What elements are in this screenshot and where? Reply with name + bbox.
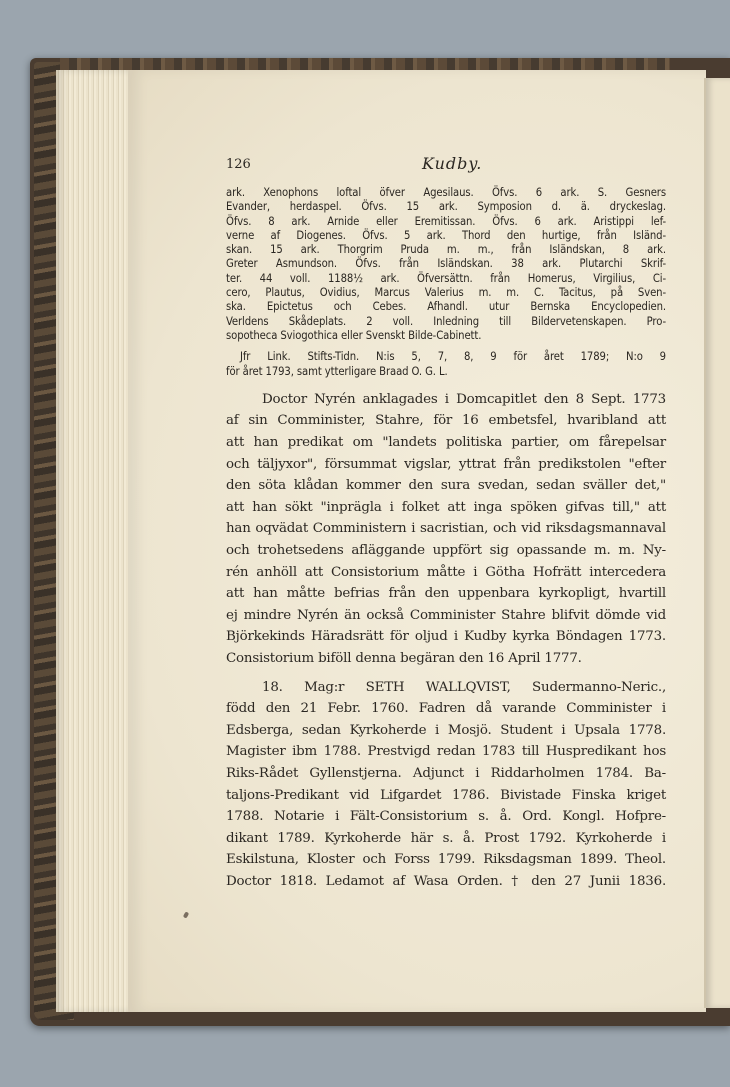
text-line: född den 21 Febr. 1760. Fadren då varande Comminister i [226,701,666,717]
text-line: Doctor Nyrén anklagades i Domcapitlet den 8 Sept. 1773 [262,391,666,407]
text-line: han oqvädat Comministern i sacristian, och vid riksdagsmannaval [226,521,666,537]
text-line: 1788. Notarie i Fält-Consistorium s. å. Ord. Kongl. Hofpre- [226,809,666,825]
running-title: Kudby. [422,154,483,173]
text-line: ska. Epictetus och Cebes. Afhandl. utur Bernska Encyclopedien. [226,300,666,314]
text-line: Eskilstuna, Kloster och Forss 1799. Riksdagsman 1899. Theol. [226,852,666,868]
text-line: Öfvs. 8 ark. Arnide eller Eremitissan. Öfvs. 6 ark. Aristippi lef- [226,214,666,228]
text-line: och trohetsedens afläggande uppfört sig opassande m. m. Ny- [226,543,666,559]
text-line: sopotheca Sviogothica eller Svenskt Bilde-Cabinett. [226,328,482,342]
text-line: att han predikat om "landets politiska partier, om fårepelsar [226,435,666,451]
text-line: för året 1793, samt ytterligare Braad O. G. L. [226,364,448,378]
text-line: dikant 1789. Kyrkoherde här s. å. Prost 1792. Kyrkoherde i [226,830,666,846]
bibliography-paragraph [226,186,666,343]
text-line: Greter Asmundson. Öfvs. från Isländskan. 38 ark. Plutarchi Skrif- [226,257,666,271]
text-line: Riks-Rådet Gyllenstjerna. Adjunct i Riddarholmen 1784. Ba- [226,765,666,781]
text-line: att han måtte befrias från den uppenbara kyrkopligt, hvartill [226,586,666,602]
text-line: skan. 15 ark. Thorgrim Pruda m. m., från Isländskan, 8 ark. [226,243,666,257]
bibliography-block [226,186,666,379]
entry-heading-line: 18. Mag:r SETH WALLQVIST, Sudermanno-Neric., [262,679,666,695]
text-line: Consistorium biföll denna begäran den 16 April 1777. [226,650,582,666]
running-head [226,154,666,178]
text-line: Jfr Link. Stifts-Tidn. N:is 5, 7, 8, 9 för året 1789; N:o 9 [240,350,666,364]
wallqvist-paragraph [226,677,666,893]
text-line: att han sökt "inprägla i folket att inga spöken gifvas till," att [226,499,666,515]
text-line: af sin Comminister, Stahre, för 16 embetsfel, hvaribland att [226,413,666,429]
text-line: Björkekinds Häradsrätt för oljud i Kudby kyrka Böndagen 1773. [226,629,666,645]
text-line: cero, Plautus, Ovidius, Marcus Valerius m. m. C. Tacitus, på Sven- [226,286,666,300]
text-line: verne af Diogenes. Öfvs. 5 ark. Thord den hurtige, från Isländ- [226,228,666,242]
text-line: Magister ibm 1788. Prestvigd redan 1783 till Huspredikant hos [226,744,666,760]
text-line: Verldens Skådeplats. 2 voll. Inledning till Bildervetenskapen. Pro- [226,314,666,328]
text-line: den söta klådan kommer den sura svedan, sedan sväller det," [226,478,666,494]
page-text [226,154,666,893]
text-line: Doctor 1818. Ledamot af Wasa Orden. † den 27 Junii 1836. [226,873,666,889]
text-line: och täljyxor", försummat vigslar, yttrat från predikstolen "efter [226,456,666,472]
facing-page-edge [704,78,730,1008]
page-edges [56,70,134,1012]
text-line: ej mindre Nyrén än också Comminister Stahre blifvit dömde vid [226,607,666,623]
nyren-paragraph [226,389,666,670]
page-number: 126 [226,157,251,172]
text-line: Evander, herdaspel. Öfvs. 15 ark. Symposion d. ä. dryckeslag. [226,200,666,214]
main-text-block [226,389,666,893]
text-line: ark. Xenophons loftal öfver Agesilaus. Öfvs. 6 ark. S. Gesners [226,186,666,199]
reference-paragraph [226,350,666,379]
text-line: rén anhöll att Consistorium måtte i Götha Hofrätt intercedera [226,564,666,580]
text-line: taljons-Predikant vid Lifgardet 1786. Bivistade Finska kriget [226,787,666,803]
text-line: ter. 44 voll. 1188½ ark. Öfversättn. från Homerus, Virgilius, Ci- [226,271,666,285]
text-line: Edsberga, sedan Kyrkoherde i Mosjö. Student i Upsala 1778. [226,722,666,738]
